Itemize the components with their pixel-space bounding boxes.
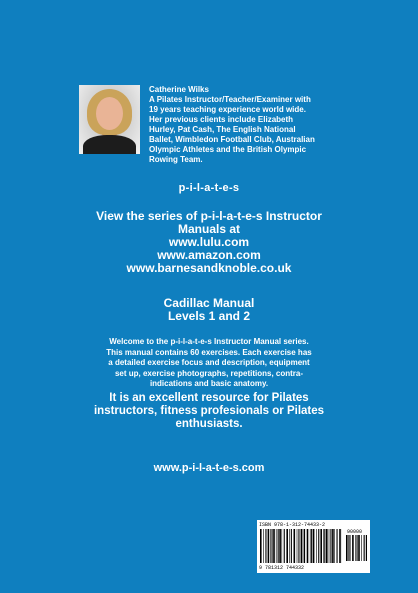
barcode-bar (320, 529, 322, 563)
manual-description (0, 337, 418, 390)
barcode-bar (357, 535, 358, 561)
barcode-bar (298, 529, 299, 563)
barcode-bar (286, 529, 288, 563)
description-line: set up, exercise photographs, repetitions, contra- (114, 368, 304, 378)
barcode-bar (324, 529, 325, 563)
author-name: Catherine Wilks (149, 85, 209, 94)
barcode-bar (334, 529, 335, 563)
barcode-bar (260, 529, 262, 563)
store-links (0, 236, 418, 275)
barcode-bar (304, 529, 305, 563)
barcode-bar (366, 535, 367, 561)
link-amazon[interactable]: www.amazon.com (157, 248, 261, 262)
author-bio-line: A Pilates Instructor/Teacher/Examiner with (149, 95, 311, 104)
barcode-bar (297, 529, 298, 563)
author-photo (79, 85, 140, 154)
barcode-bars (260, 529, 342, 563)
barcode-bar (348, 535, 349, 561)
barcode-bar (358, 535, 360, 561)
barcode-bar (346, 535, 348, 561)
price-code: 90000 (347, 529, 363, 535)
barcode-bar (311, 529, 312, 563)
highlight-line: enthusiasts. (175, 418, 243, 430)
barcode-bar (326, 529, 328, 563)
description-line: This manual contains 60 exercises. Each exercise has (106, 347, 312, 357)
author-face (96, 97, 123, 130)
barcode-bar (307, 529, 309, 563)
website-link[interactable]: www.p-i-l-a-t-e-s.com (153, 462, 265, 474)
series-title-line: View the series of p-i-l-a-t-e-s Instructor (96, 209, 322, 223)
barcode-bar (301, 529, 303, 563)
barcode-bar (332, 529, 334, 563)
barcode-bar (303, 529, 304, 563)
link-lulu[interactable]: www.lulu.com (168, 235, 250, 249)
barcode-bar (318, 529, 319, 563)
author-bio-line: Hurley, Pat Cash, The English National (149, 125, 296, 134)
highlight-line: instructors, fitness profesionals or Pilates (93, 405, 325, 417)
barcode-bar (284, 529, 285, 563)
barcode-bar (279, 529, 281, 563)
barcode-bar (263, 529, 264, 563)
barcode-bar (272, 529, 273, 563)
barcode-bar (361, 535, 362, 561)
author-shirt (83, 135, 136, 154)
barcode-bar (330, 529, 331, 563)
link-barnesandnoble[interactable]: www.barnesandknoble.co.uk (126, 261, 292, 275)
barcode-bar (276, 529, 277, 563)
barcode-bar (355, 535, 356, 561)
barcode-bar (282, 529, 283, 563)
description-line: a detailed exercise focus and description, equipment (108, 358, 310, 367)
barcode-bar (352, 535, 354, 561)
highlight-line: It is an excellent resource for Pilates (109, 392, 309, 404)
barcode-bar (273, 529, 275, 563)
author-bio (149, 85, 359, 165)
barcode-bar (294, 529, 296, 563)
author-bio-line: Rowing Team. (149, 155, 203, 164)
barcode-bar (313, 529, 315, 563)
barcode-bar (337, 529, 338, 563)
series-title (0, 210, 418, 236)
barcode-bar (265, 529, 266, 563)
author-bio-line: Olympic Athletes and the British Olympic (149, 145, 307, 154)
resource-highlight (0, 392, 418, 431)
manual-name: Cadillac Manual (163, 296, 255, 310)
barcode-bar (323, 529, 324, 563)
description-line: Welcome to the p-i-l-a-t-e-s Instructor Manual series. (109, 337, 309, 346)
barcode-bar (310, 529, 311, 563)
author-bio-line: 19 years teaching experience world wide. (149, 105, 306, 114)
barcode-bar (270, 529, 271, 563)
series-title-line: Manuals at (177, 222, 240, 236)
description-line: indications and basic anatomy. (149, 379, 269, 388)
barcode-bar (316, 529, 317, 563)
barcode-bar (278, 529, 279, 563)
barcode-bar (291, 529, 292, 563)
isbn-barcode (257, 520, 370, 573)
manual-levels: Levels 1 and 2 (167, 309, 251, 323)
author-bio-line: Ballet, Wimbledon Football Club, Australian (149, 135, 315, 144)
barcode-bar (268, 529, 270, 563)
barcode-bar (349, 535, 350, 561)
manual-title (0, 297, 418, 323)
barcode-bar (289, 529, 290, 563)
barcode-addon-bars (346, 535, 367, 561)
brand-name: p-i-l-a-t-e-s (178, 182, 240, 194)
barcode-bar (329, 529, 330, 563)
barcode-bar (364, 535, 365, 561)
barcode-bar (339, 529, 341, 563)
barcode-digits: 9 781312 744332 (259, 565, 305, 571)
isbn-text: ISBN 978-1-312-74433-2 (259, 522, 326, 528)
author-bio-line: Her previous clients include Elizabeth (149, 115, 294, 124)
